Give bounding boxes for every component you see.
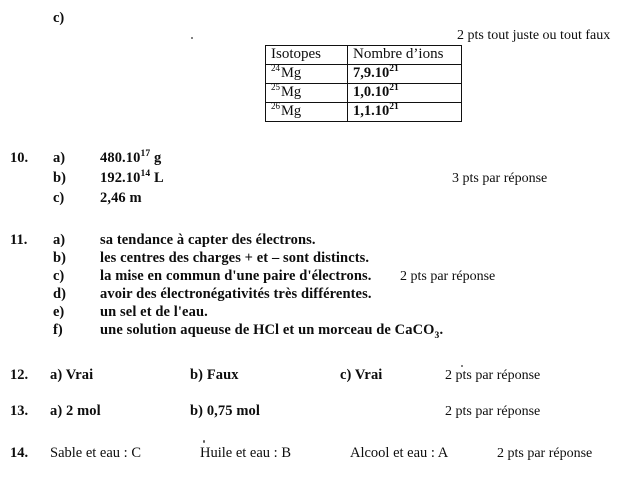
scan-artifact — [191, 37, 193, 39]
answer-text-suffix: . — [439, 322, 444, 338]
answer-unit: L — [150, 170, 164, 186]
ion-count-mantissa: 1,0.10 — [353, 84, 390, 100]
table-header-ion-count: Nombre d’ions — [348, 46, 462, 65]
question-11-item-a-letter: a) — [53, 232, 66, 248]
question-10-item-b-answer — [100, 170, 164, 187]
question-13-item-a-answer: a) 2 mol — [50, 403, 101, 419]
question-11-points-note: 2 pts par réponse — [400, 269, 496, 284]
ion-count-exponent: 21 — [389, 63, 399, 75]
question-12-item-b-answer: b) Faux — [190, 367, 239, 383]
cell-isotope — [266, 65, 348, 84]
ion-count-exponent: 21 — [389, 101, 399, 113]
question-11-item-e-letter: e) — [53, 304, 65, 320]
question-11-item-c-answer: la mise en commun d'une paire d'électrons. — [100, 268, 372, 284]
isotope-symbol: Mg — [280, 84, 302, 100]
question-11-item-a-answer: sa tendance à capter des électrons. — [100, 232, 316, 248]
question-13-item-b-answer: b) 0,75 mol — [190, 403, 260, 419]
cell-isotope — [266, 84, 348, 103]
question-14-points-note: 2 pts par réponse — [497, 446, 593, 461]
table-row — [266, 103, 462, 122]
question-number-13: 13. — [10, 403, 29, 419]
top-sublabel: c) — [53, 10, 65, 26]
question-11-item-d-letter: d) — [53, 286, 66, 302]
isotope-mass-number: 24 — [271, 63, 280, 74]
table-header-row — [266, 46, 462, 65]
question-14-item-b-answer: Huile et eau : B — [200, 445, 292, 461]
answer-unit: g — [150, 150, 162, 166]
isotope-mass-number: 25 — [271, 82, 280, 93]
question-13-points-note: 2 pts par réponse — [445, 404, 541, 419]
table-header-isotopes: Isotopes — [266, 46, 348, 65]
table-row — [266, 84, 462, 103]
question-11-item-f-letter: f) — [53, 322, 63, 338]
question-11-item-e-answer: un sel et de l'eau. — [100, 304, 208, 320]
question-10-item-b-letter: b) — [53, 170, 66, 186]
question-11-item-b-letter: b) — [53, 250, 66, 266]
table-row — [266, 65, 462, 84]
question-number-10: 10. — [10, 150, 29, 166]
ion-count-mantissa: 7,9.10 — [353, 65, 390, 81]
isotope-table — [265, 45, 462, 122]
isotope-symbol: Mg — [280, 65, 302, 81]
question-10-item-a-answer — [100, 150, 161, 167]
isotope-mass-number: 26 — [271, 101, 280, 112]
question-11-item-d-answer: avoir des électronégativités très différentes. — [100, 286, 372, 302]
answer-text-prefix: une solution aqueuse de HCl et un morceau de CaCO — [100, 322, 435, 338]
answer-mantissa: 192.10 — [100, 170, 141, 186]
question-number-14: 14. — [10, 445, 29, 461]
question-12-item-c-answer: c) Vrai — [340, 367, 383, 383]
scan-artifact — [203, 440, 205, 443]
answer-exponent: 17 — [140, 148, 151, 160]
cell-isotope — [266, 103, 348, 122]
question-10-item-a-letter: a) — [53, 150, 66, 166]
answer-mantissa: 480.10 — [100, 150, 141, 166]
ion-count-exponent: 21 — [389, 82, 399, 94]
question-10-item-c-answer: 2,46 m — [100, 190, 142, 206]
formula-subscript: 3 — [434, 329, 440, 341]
cell-ion-count — [348, 65, 462, 84]
question-14-item-a-answer: Sable et eau : C — [50, 445, 142, 461]
question-10-points-note: 3 pts par réponse — [452, 171, 548, 186]
table-points-note: 2 pts tout juste ou tout faux — [457, 28, 611, 43]
question-11-item-b-answer: les centres des charges + et – sont distincts. — [100, 250, 370, 266]
question-11-item-f-answer — [100, 322, 443, 339]
question-12-points-note: 2 pts par réponse — [445, 368, 541, 383]
question-12-item-a-answer: a) Vrai — [50, 367, 94, 383]
scan-artifact — [461, 365, 463, 367]
answer-exponent: 14 — [140, 168, 151, 180]
question-number-12: 12. — [10, 367, 29, 383]
question-14-item-c-answer: Alcool et eau : A — [350, 445, 449, 461]
ion-count-mantissa: 1,1.10 — [353, 103, 390, 119]
question-11-item-c-letter: c) — [53, 268, 65, 284]
question-10-item-c-letter: c) — [53, 190, 65, 206]
cell-ion-count — [348, 84, 462, 103]
cell-ion-count — [348, 103, 462, 122]
question-number-11: 11. — [10, 232, 28, 248]
isotope-symbol: Mg — [280, 103, 302, 119]
